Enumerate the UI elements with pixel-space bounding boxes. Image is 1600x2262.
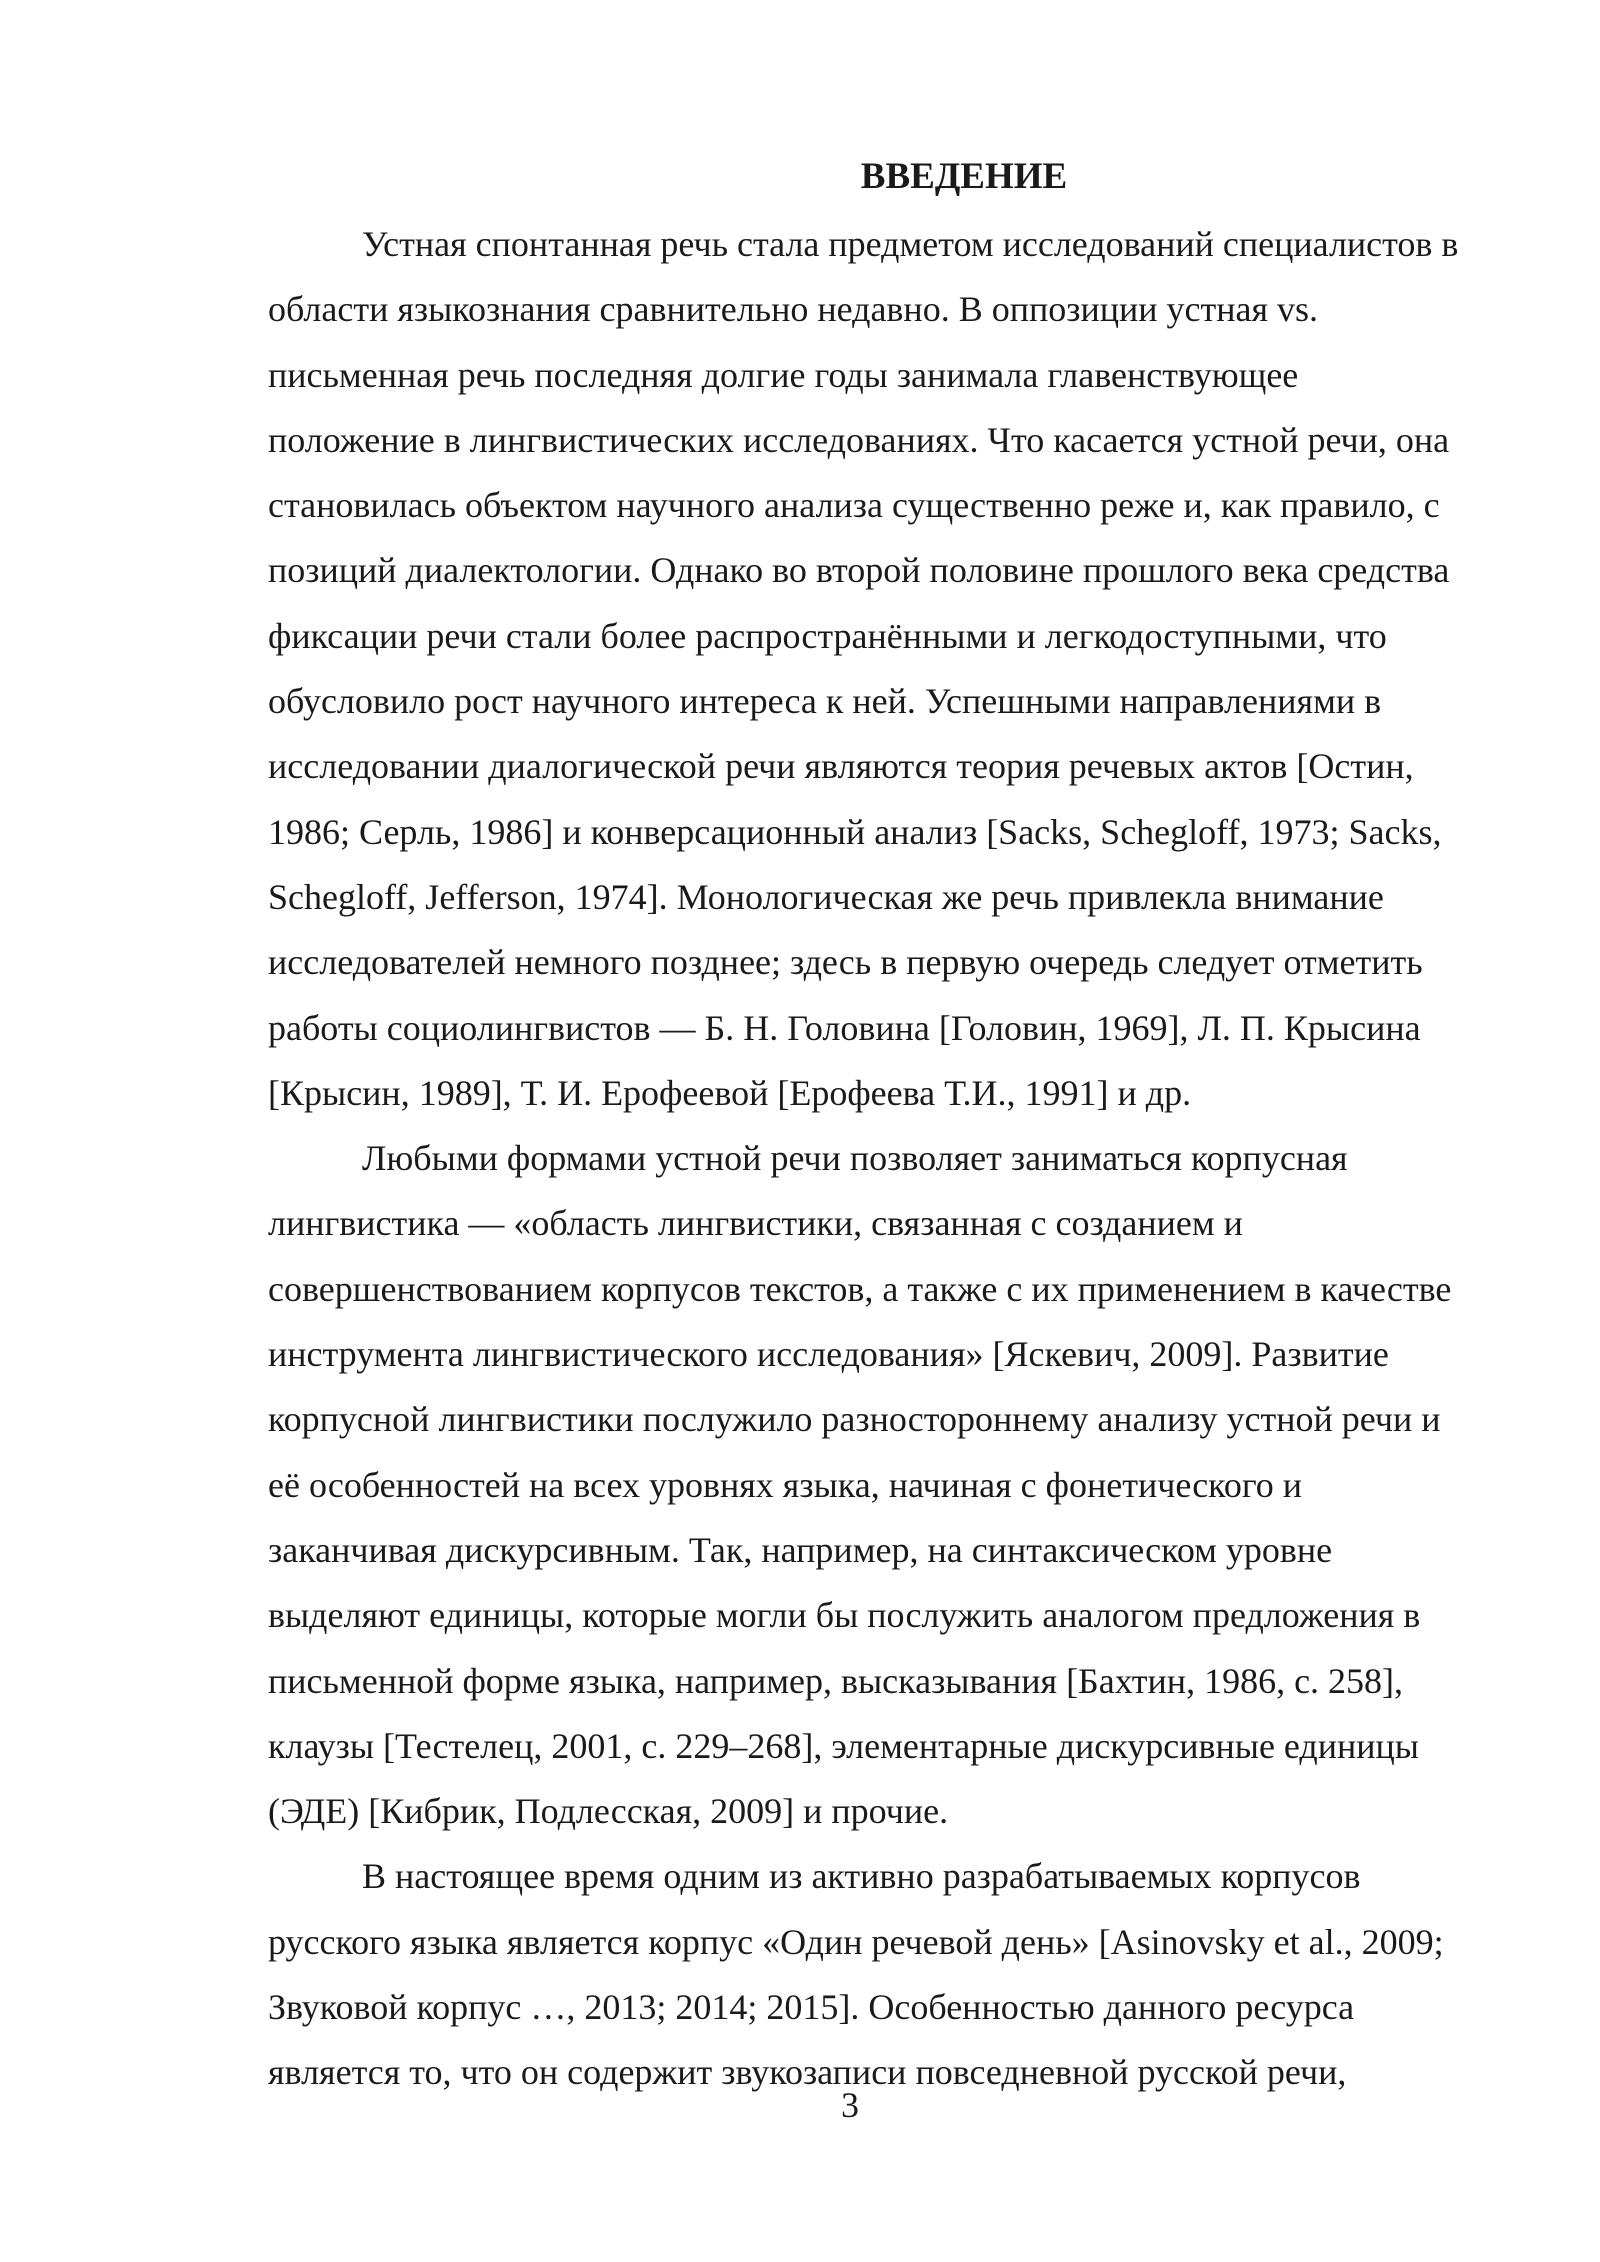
document-page xyxy=(268,150,1530,2106)
text-line: становилась объектом научного анализа существенно реже и, как правило, с xyxy=(268,485,1440,526)
page-number: 3 xyxy=(841,2085,859,2125)
text-line: положение в лингвистических исследованиях. Что касается устной речи, она xyxy=(268,419,1450,460)
text-line: 1986; Серль, 1986] и конверсационный анализ [Sacks, Schegloff, 1973; Sacks, xyxy=(268,811,1442,852)
text-line: является то, что он содержит звукозаписи повседневной русской речи, xyxy=(268,2052,1347,2093)
text-line: клаузы [Тестелец, 2001, с. 229–268], элементарные дискурсивные единицы xyxy=(268,1725,1419,1766)
paragraph-2 xyxy=(268,1126,1530,1844)
paragraph-1 xyxy=(268,212,1530,1126)
text-line: [Крысин, 1989], Т. И. Ерофеевой [Ерофеева Т.И., 1991] и др. xyxy=(268,1072,1192,1113)
text-line: совершенствованием корпусов текстов, а также с их применением в качестве xyxy=(268,1268,1452,1309)
text-line: области языкознания сравнительно недавно. В оппозиции устная vs. xyxy=(268,289,1319,330)
text-line: лингвистика — «область лингвистики, связанная с созданием и xyxy=(268,1203,1243,1244)
text-line: работы социолингвистов — Б. Н. Головина [Головин, 1969], Л. П. Крысина xyxy=(268,1007,1421,1048)
text-line: Schegloff, Jefferson, 1974]. Монологическая же речь привлекла внимание xyxy=(268,876,1384,917)
text-line: (ЭДЕ) [Кибрик, Подлесская, 2009] и прочие. xyxy=(268,1791,949,1832)
text-line: заканчивая дискурсивным. Так, например, на синтаксическом уровне xyxy=(268,1529,1333,1570)
paragraph-3 xyxy=(268,1844,1530,2105)
text-line: Устная спонтанная речь стала предметом исследований специалистов в xyxy=(362,224,1459,264)
text-line: инструмента лингвистического исследования» [Яскевич, 2009]. Развитие xyxy=(268,1334,1389,1375)
text-line: позиций диалектологии. Однако во второй половине прошлого века средства xyxy=(268,550,1450,591)
text-line: корпусной лингвистики послужило разностороннему анализу устной речи и xyxy=(268,1399,1441,1440)
text-line: выделяют единицы, которые могли бы послужить аналогом предложения в xyxy=(268,1595,1421,1636)
text-line: её особенностей на всех уровнях языка, начиная с фонетического и xyxy=(268,1464,1302,1505)
text-line: исследовании диалогической речи являются теория речевых актов [Остин, xyxy=(268,746,1414,787)
section-title: ВВЕДЕНИЕ xyxy=(860,156,1068,197)
text-line: письменная речь последняя долгие годы занимала главенствующее xyxy=(268,354,1299,395)
text-line: фиксации речи стали более распространёнными и легкодоступными, что xyxy=(268,615,1387,656)
text-line: Любыми формами устной речи позволяет заниматься корпусная xyxy=(362,1138,1348,1179)
text-line: обусловило рост научного интереса к ней. Успешными направлениями в xyxy=(268,681,1382,722)
text-line: Звуковой корпус …, 2013; 2014; 2015]. Особенностью данного ресурса xyxy=(268,1987,1355,2028)
text-line: русского языка является корпус «Один речевой день» [Asinovsky et al., 2009; xyxy=(268,1921,1444,1962)
text-line: В настоящее время одним из активно разрабатываемых корпусов xyxy=(362,1856,1361,1897)
text-line: исследователей немного позднее; здесь в первую очередь следует отметить xyxy=(268,942,1423,983)
text-line: письменной форме языка, например, высказывания [Бахтин, 1986, с. 258], xyxy=(268,1660,1404,1701)
